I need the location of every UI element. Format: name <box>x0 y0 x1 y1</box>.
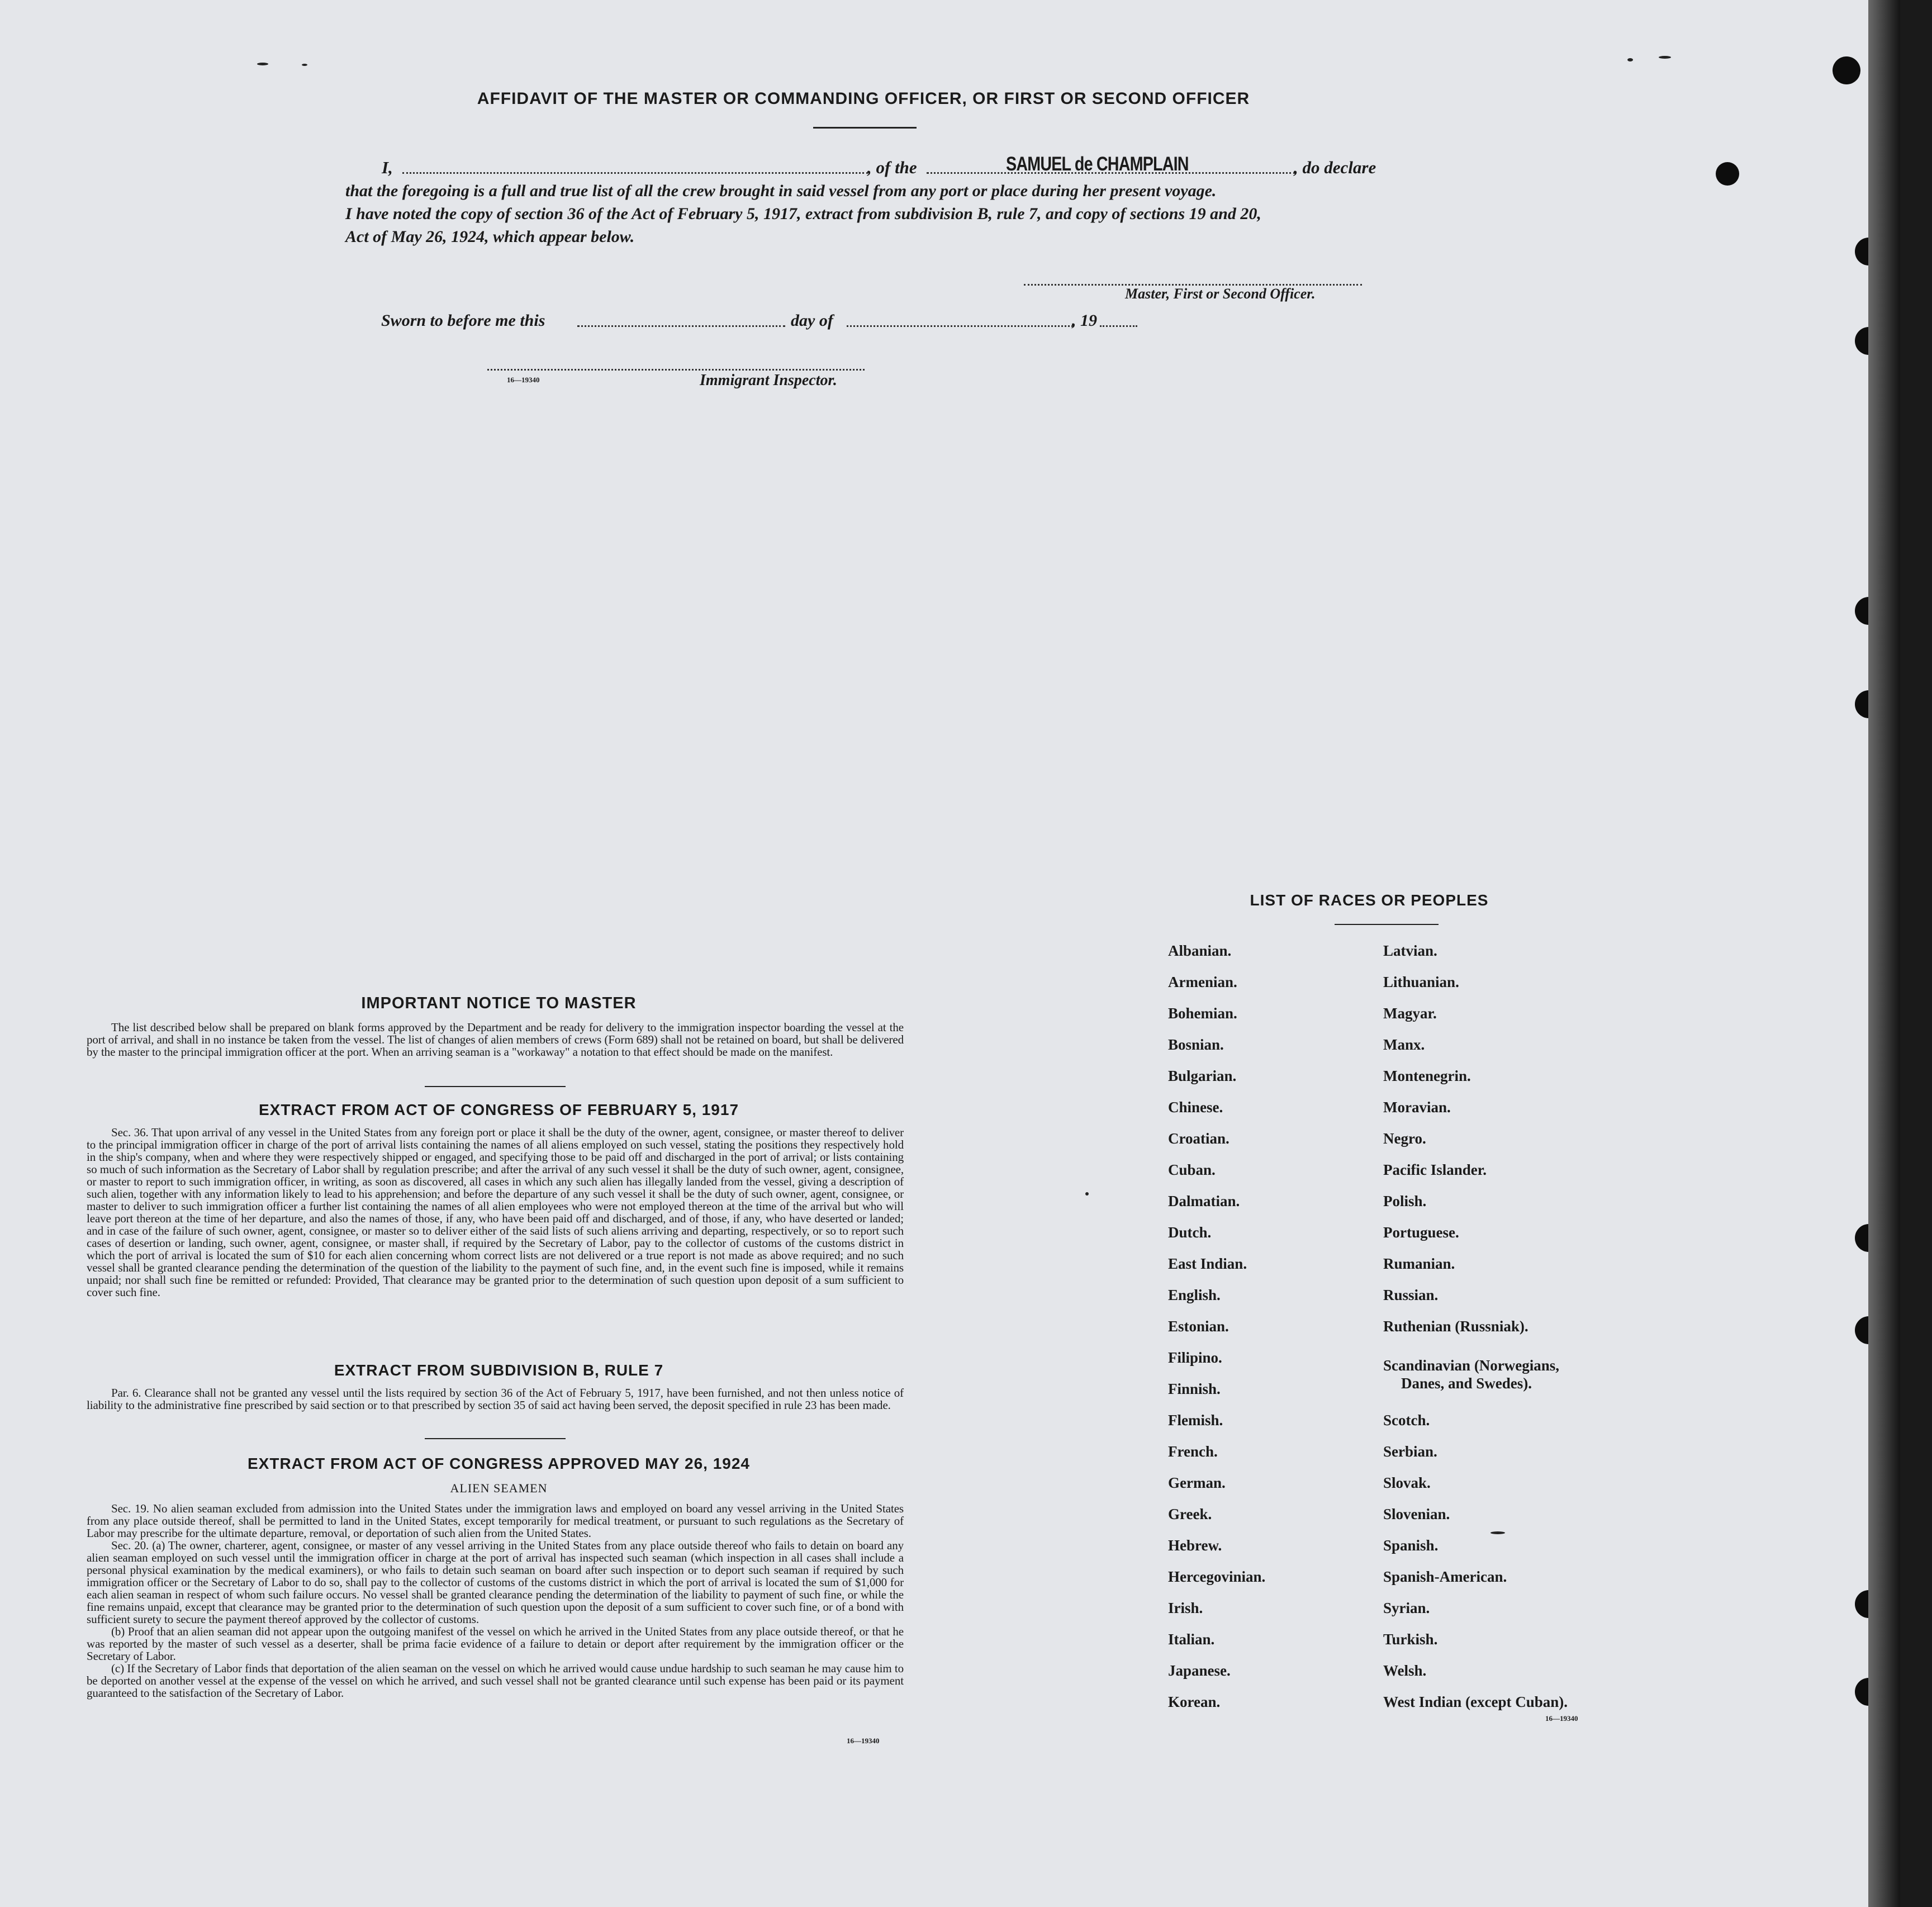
race-item: Negro. <box>1383 1130 1426 1147</box>
race-item: German. <box>1168 1474 1226 1491</box>
race-item: Serbian. <box>1383 1443 1437 1460</box>
races-title-rule <box>1335 924 1439 925</box>
race-item: French. <box>1168 1443 1218 1460</box>
race-item: Hebrew. <box>1168 1537 1222 1554</box>
race-item: Portuguese. <box>1383 1224 1459 1241</box>
race-item: Dutch. <box>1168 1224 1212 1241</box>
race-item: Magyar. <box>1383 1005 1437 1022</box>
race-item: Turkish. <box>1383 1631 1438 1648</box>
affidavit-line-3: I have noted the copy of section 36 of the Act of February 5, 1917, extract from subdivision B, rule 7, and copy of sections 19 and 20, <box>345 205 1261 223</box>
affidavit-title: AFFIDAVIT OF THE MASTER OR COMMANDING OFFICER, OR FIRST OR SECOND OFFICER <box>477 89 1250 108</box>
race-item: Japanese. <box>1168 1662 1231 1679</box>
page-edge-shadow <box>1868 0 1900 1907</box>
race-item: Russian. <box>1383 1287 1439 1303</box>
race-item: Manx. <box>1383 1036 1425 1053</box>
race-item: West Indian (except Cuban). <box>1383 1693 1568 1710</box>
sec-20c-paragraph: (c) If the Secretary of Labor finds that deportation of the alien seaman on the vessel on which he arrived would cause undue hardship to such seaman he may cause him to be deported on another vessel at the expense of the vessel on which he arrived, and such vessel shall not be granted clearance until such expense has been paid or its payment guaranteed to the satisfaction of the Secretary of Labor. <box>87 1662 904 1700</box>
affidavit-form-number: 16—19340 <box>507 376 540 384</box>
race-item: Bosnian. <box>1168 1036 1224 1053</box>
race-item: Flemish. <box>1168 1412 1223 1429</box>
inspector-signature-label: Immigrant Inspector. <box>700 372 837 389</box>
race-item: Bulgarian. <box>1168 1068 1237 1084</box>
do-declare-label: , do declare <box>1294 158 1376 177</box>
race-item: East Indian. <box>1168 1255 1247 1272</box>
affidavit-title-rule <box>813 127 917 129</box>
scan-speck <box>302 64 307 66</box>
race-item: Croatian. <box>1168 1130 1230 1147</box>
affidavit-line-2: that the foregoing is a full and true list of all the crew brought in said vessel from any port or place during her present voyage. <box>345 182 1217 200</box>
of-the-label: , of the <box>867 158 917 177</box>
declarant-name-line <box>402 172 868 174</box>
sworn-year-label: , 19 <box>1072 311 1097 330</box>
race-item: Irish. <box>1168 1600 1203 1616</box>
race-item: Greek. <box>1168 1506 1212 1522</box>
race-item: Slovenian. <box>1383 1506 1450 1522</box>
race-item: Dalmatian. <box>1168 1193 1240 1209</box>
scan-speck <box>1085 1192 1089 1196</box>
race-item: Danes, and Swedes). <box>1401 1375 1532 1392</box>
race-item: Filipino. <box>1168 1349 1222 1366</box>
race-item: Rumanian. <box>1383 1255 1455 1272</box>
sec-19-paragraph: Sec. 19. No alien seaman excluded from admission into the United States under the immigration laws and employed on board any vessel arriving in the United States from any place outside thereof, shall be permitted to land in the United States, except temporarily for medical treatment, or pursuant to such regulations as the Secretary of Labor may prescribe for the ultimate departure, removal, or deportation of such alien from the United States. <box>87 1502 904 1540</box>
declarant-prefix: I, <box>382 158 393 177</box>
scan-speck <box>1659 56 1671 59</box>
race-item: Montenegrin. <box>1383 1068 1471 1084</box>
rule-7-rule <box>425 1438 566 1439</box>
par-6-paragraph: Par. 6. Clearance shall not be granted any vessel until the lists required by section 36 of the Act of February 5, 1917, have been furnished, and not then unless notice of liability to the administrative fine prescribed by said section or to that prescribed by section 35 of said act having been served, the deposit specified in rule 23 has been made. <box>87 1386 904 1412</box>
races-title: LIST OF RACES OR PEOPLES <box>1250 891 1489 909</box>
sworn-day-of-label: day of <box>791 311 833 330</box>
master-signature-label: Master, First or Second Officer. <box>1125 286 1316 302</box>
punch-hole <box>1716 162 1739 186</box>
race-item: Latvian. <box>1383 942 1437 959</box>
sworn-day-line <box>577 325 785 327</box>
race-item: Slovak. <box>1383 1474 1431 1491</box>
sec-20a-paragraph: Sec. 20. (a) The owner, charterer, agent, consignee, or master of any vessel arriving in the United States from any place outside thereof who fails to detain on board any alien seaman employed on such vessel until the immigration officer in charge at the port of arrival has inspected such seaman (which inspection in all cases shall include a personal physical examination by the medical examiners), or who fails to detain such seaman on board after such inspection or to deport such seaman if required by such immigration officer or the Secretary of Labor to do so, shall pay to the collector of customs of the customs district in which the port of arrival is located the sum of $1,000 for each alien seaman in respect of whom such failure occurs. No vessel shall be granted clearance pending the determination of the liability to payment of such fine, or while the fine remains unpaid, except that clearance may be granted prior to the determination of such question upon the deposit of a sum sufficient to cover such fine, or of a bond with sufficient surety to secure the payment thereof approved by the collector of customs. <box>87 1539 904 1626</box>
notice-paragraph: The list described below shall be prepared on blank forms approved by the Department and be ready for delivery to the immigration inspector boarding the vessel at the port of arrival, and shall in no instance be taken from the vessel. The list of changes of alien members of crews (Form 689) shall not be retained on board, but shall be delivered by the master to the principal immigration officer at the port. When an arriving seaman is a "workaway" a notation to that effect should be made on the manifest. <box>87 1021 904 1059</box>
race-item: Lithuanian. <box>1383 974 1459 990</box>
race-item: Hercegovinian. <box>1168 1568 1266 1585</box>
scan-speck <box>1490 1531 1505 1534</box>
extract-1917-body <box>87 1126 904 1298</box>
sworn-month-line <box>847 325 1073 327</box>
extract-1924-title: EXTRACT FROM ACT OF CONGRESS APPROVED MAY 26, 1924 <box>248 1455 750 1472</box>
race-item: Scotch. <box>1383 1412 1430 1429</box>
sworn-prefix: Sworn to before me this <box>381 311 545 330</box>
alien-seamen-subtitle: ALIEN SEAMEN <box>450 1481 548 1495</box>
scan-speck <box>1627 58 1633 61</box>
race-item: Korean. <box>1168 1693 1221 1710</box>
rule-7-body <box>87 1387 904 1411</box>
race-item: Estonian. <box>1168 1318 1229 1335</box>
race-item: Albanian. <box>1168 942 1232 959</box>
race-item: Italian. <box>1168 1631 1215 1648</box>
race-item: Finnish. <box>1168 1381 1221 1397</box>
extract-1917-title: EXTRACT FROM ACT OF CONGRESS OF FEBRUARY 5, 1917 <box>258 1101 739 1118</box>
race-item: Cuban. <box>1168 1161 1216 1178</box>
race-item: Spanish. <box>1383 1537 1439 1554</box>
race-item: Spanish-American. <box>1383 1568 1507 1585</box>
race-item: Ruthenian (Russniak). <box>1383 1318 1528 1335</box>
extract-1924-body <box>87 1502 904 1699</box>
notice-title: IMPORTANT NOTICE TO MASTER <box>361 994 637 1012</box>
punch-hole <box>1833 56 1860 84</box>
race-item: Armenian. <box>1168 974 1237 990</box>
rule-7-title: EXTRACT FROM SUBDIVISION B, RULE 7 <box>334 1362 664 1379</box>
affidavit-line-4: Act of May 26, 1924, which appear below. <box>345 227 635 246</box>
race-item: Syrian. <box>1383 1600 1430 1616</box>
notice-rule <box>425 1086 566 1087</box>
sec-36-paragraph: Sec. 36. That upon arrival of any vessel in the United States from any foreign port or place it shall be the duty of the owner, agent, consignee, or master thereof to deliver to the principal immigration officer in charge of the port of arrival lists containing the names of all aliens employed on such vessel, stating the positions they respectively hold in the ship's company, when and where they were respectively shipped or engaged, and specifying those to be paid off and discharged in the port of arrival; or lists containing so much of such information as the Secretary of Labor shall by regulation prescribe; and after the arrival of any such vessel it shall be the duty of such owner, agent, consignee, or master to report to such immigration officer, in writing, as soon as discovered, all cases in which any such alien has illegally landed from the vessel, giving a description of such alien, together with any information likely to lead to his apprehension; and before the departure of any such vessel it shall be the duty of such owner, agent, consignee, or master to deliver to such immigration officer a further list containing the names of all alien employees who were not employed thereon at the time of the arrival but who will leave port thereon at the time of her departure, and also the names of those, if any, who have been paid off and discharged, and of those, if any, who have deserted or landed; and in case of the failure of such owner, agent, consignee, or master so to deliver either of the said lists of such aliens arriving and departing, respectively, or so to report such cases of desertion or landing, such owner, agent, consignee, or master shall, if required by the Secretary of Labor, pay to the collector of customs of the customs district in which the port of arrival is located the sum of $10 for each alien concerning whom correct lists are not delivered or a true report is not made as above required; and no such vessel shall be granted clearance pending the determination of the question of the liability to the payment of such fine, and, in the event such fine is imposed, while it remains unpaid; nor shall such fine be remitted or refunded: Provided, That clearance may be granted prior to the determination of such question upon deposit of a sum sufficient to cover such fine. <box>87 1126 904 1299</box>
extract-1924-form-number: 16—19340 <box>847 1737 880 1745</box>
race-item: Chinese. <box>1168 1099 1223 1116</box>
scan-speck <box>257 63 268 65</box>
sec-20b-paragraph: (b) Proof that an alien seaman did not appear upon the outgoing manifest of the vessel on which he arrived in the United States from any place outside thereof, or that he was reported by the master of such vessel as a deserter, shall be prima facie evidence of a failure to detain or deport after requirement by the immigration officer or the Secretary of Labor. <box>87 1625 904 1663</box>
race-item: Scandinavian (Norwegians, <box>1383 1357 1560 1374</box>
races-form-number: 16—19340 <box>1545 1714 1578 1723</box>
sworn-year-line <box>1100 325 1137 327</box>
race-item: Moravian. <box>1383 1099 1451 1116</box>
notice-body <box>87 1021 904 1058</box>
race-item: Pacific Islander. <box>1383 1161 1487 1178</box>
race-item: English. <box>1168 1287 1221 1303</box>
race-item: Welsh. <box>1383 1662 1427 1679</box>
vessel-name-stamp: SAMUEL de CHAMPLAIN <box>1006 153 1189 175</box>
race-item: Bohemian. <box>1168 1005 1237 1022</box>
race-item: Polish. <box>1383 1193 1427 1209</box>
inspector-signature-line <box>487 369 865 371</box>
